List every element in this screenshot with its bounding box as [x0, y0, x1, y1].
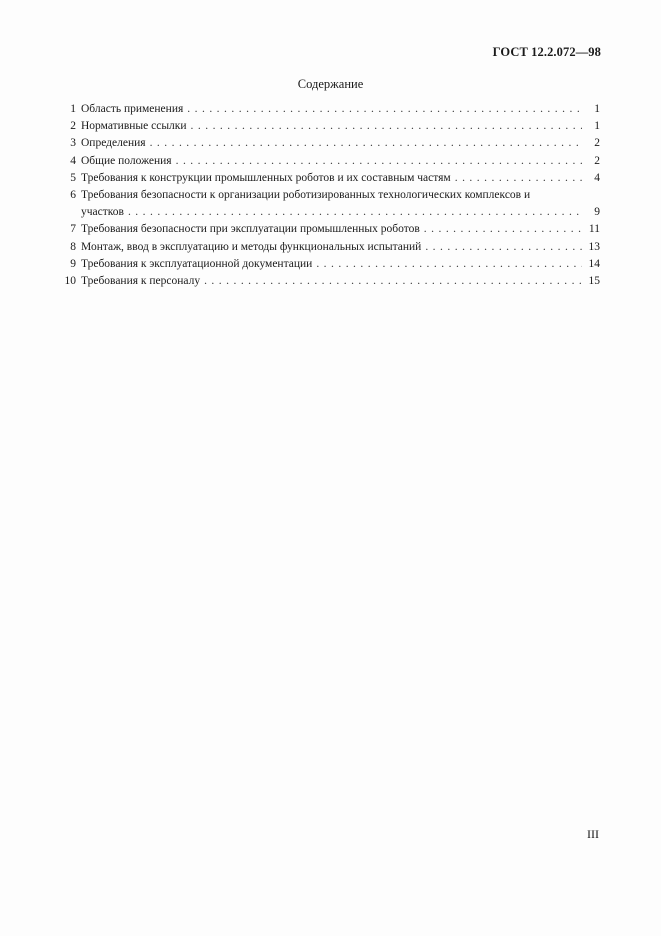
toc-entry-number: 8: [70, 240, 76, 253]
toc-entry-number: 9: [70, 257, 76, 270]
toc-entry-number: 3: [70, 137, 76, 150]
toc-entry-title: Нормативные ссылки: [81, 120, 187, 133]
toc-entry-number: 5: [70, 171, 76, 184]
toc-entry-title-line1: Требования безопасности к организации роботизированных технологических комплексов и: [81, 189, 531, 202]
toc-entry-title: Определения: [81, 137, 146, 150]
toc-entry[interactable]: [62, 221, 600, 238]
toc-title: Содержание: [297, 77, 364, 91]
toc-entry-page: 11: [588, 223, 600, 236]
toc-entry[interactable]: [62, 153, 600, 170]
toc-entry-page: 14: [588, 257, 600, 270]
toc-entry-page: 1: [594, 120, 600, 133]
toc-entry-title: Требования к персоналу: [81, 275, 201, 288]
toc-entry[interactable]: [62, 239, 600, 256]
toc-dot-leader: [316, 256, 582, 273]
toc-dot-leader: [455, 170, 582, 187]
toc-entry-title: Общие положения: [81, 154, 172, 167]
toc-entry-title: участков: [81, 206, 124, 219]
toc-entry-page: 15: [588, 275, 600, 288]
toc-dot-leader: [191, 118, 582, 135]
toc-dot-leader: [176, 153, 582, 170]
toc-entry-number: 1: [70, 103, 76, 115]
toc-entry[interactable]: [62, 118, 600, 135]
toc-entry-title: Область применения: [81, 103, 184, 115]
toc-entry-page: 9: [594, 206, 600, 219]
toc-entry[interactable]: [62, 101, 600, 118]
toc-entry-page: 1: [594, 103, 600, 115]
toc-entry-number: 2: [70, 120, 76, 133]
toc-entry-page: 2: [594, 154, 600, 167]
toc-entry-title: Монтаж, ввод в эксплуатацию и методы функциональных испытаний: [81, 240, 422, 253]
table-of-contents: [62, 101, 600, 290]
toc-entry-title: Требования к конструкции промышленных роботов и их составным частям: [81, 171, 451, 184]
toc-entry[interactable]: [62, 256, 600, 273]
toc-entry-number: 10: [64, 275, 76, 288]
toc-entry-page: 4: [594, 171, 600, 184]
toc-entry[interactable]: [62, 273, 600, 290]
document-code: ГОСТ 12.2.072—98: [492, 45, 601, 59]
toc-dot-leader: [204, 273, 582, 290]
toc-entry-number: 6: [70, 189, 76, 202]
toc-entry-number: 4: [70, 154, 76, 167]
toc-dot-leader: [128, 204, 582, 221]
toc-entry-title: Требования безопасности при эксплуатации промышленных роботов: [81, 223, 420, 236]
toc-entry-page: 13: [588, 240, 600, 253]
toc-entry-title: Требования к эксплуатационной документации: [81, 257, 313, 270]
toc-dot-leader: [187, 101, 582, 118]
toc-entry[interactable]: [62, 170, 600, 187]
toc-entry[interactable]: [62, 187, 600, 221]
page-number: III: [587, 827, 599, 841]
toc-dot-leader: [424, 221, 582, 238]
toc-entry-number: 7: [70, 223, 76, 236]
toc-entry[interactable]: [62, 135, 600, 152]
toc-entry-page: 2: [594, 137, 600, 150]
toc-dot-leader: [150, 135, 582, 152]
toc-dot-leader: [425, 239, 582, 256]
